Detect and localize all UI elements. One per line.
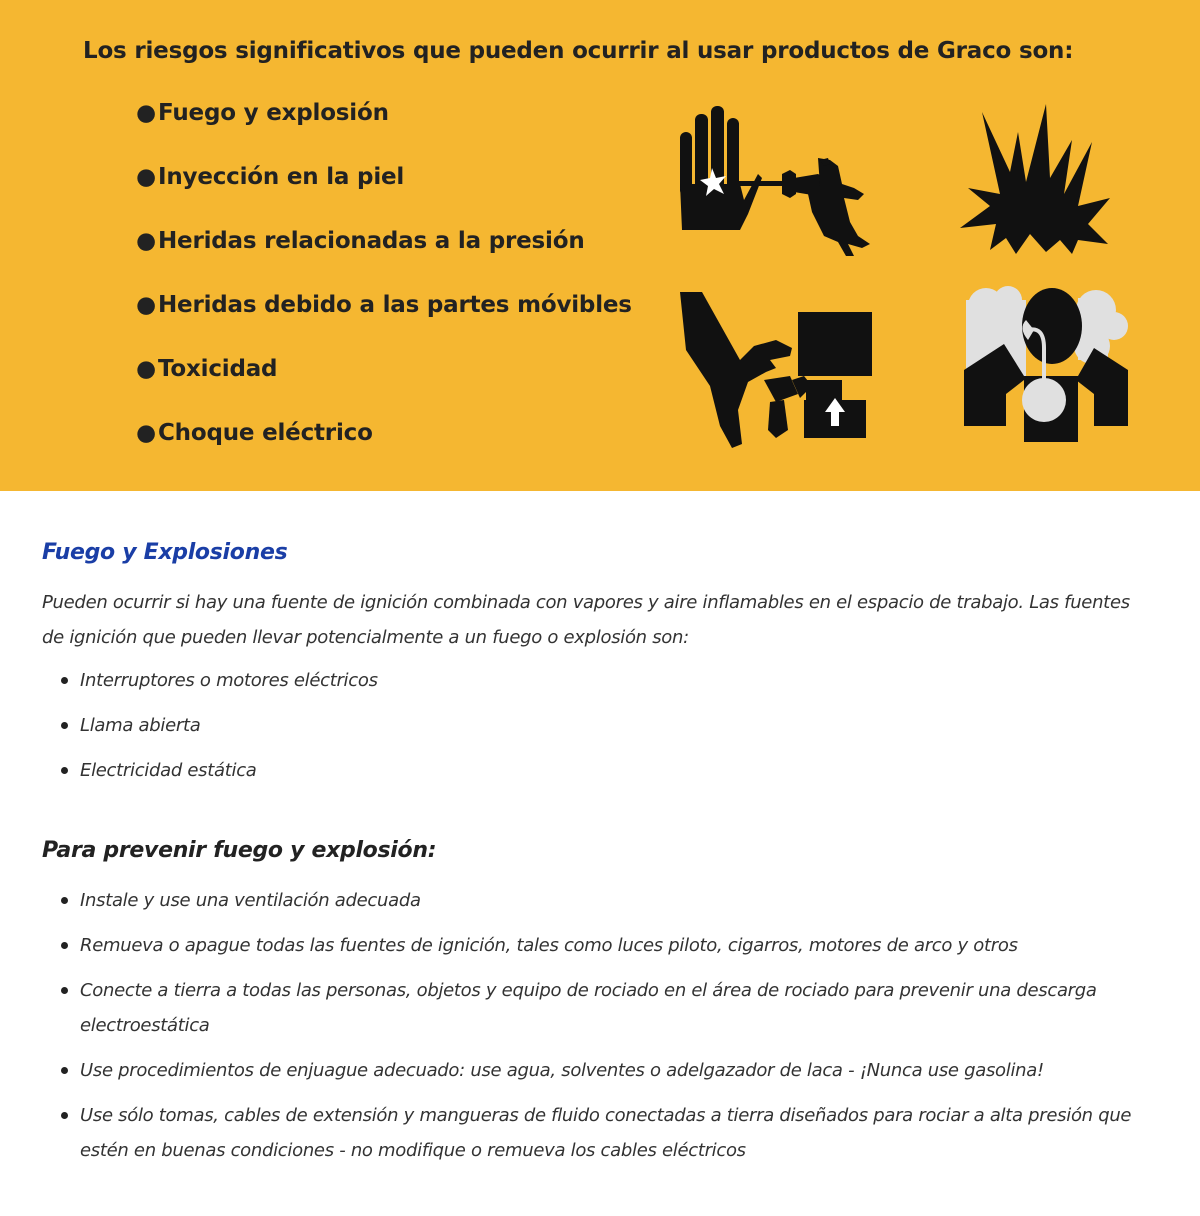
risk-item bbox=[136, 228, 632, 292]
bullet-icon: ● bbox=[136, 228, 156, 254]
list-item: Interruptores o motores eléctricos bbox=[80, 663, 1152, 698]
list-item: Instale y use una ventilación adecuada bbox=[80, 883, 1152, 918]
risk-label: Toxicidad bbox=[158, 356, 278, 382]
prevention-list bbox=[42, 883, 1152, 1168]
risk-item bbox=[136, 356, 632, 420]
bullet-icon: ● bbox=[136, 356, 156, 382]
bullet-icon: ● bbox=[136, 292, 156, 318]
bullet-icon: ● bbox=[136, 420, 156, 446]
list-item: Use procedimientos de enjuague adecuado: use agua, solventes o adelgazador de laca - ¡Nunca use gasolina! bbox=[80, 1053, 1152, 1088]
risk-item bbox=[136, 164, 632, 228]
list-item: Conecte a tierra a todas las personas, objetos y equipo de rociado en el área de rociado para prevenir una descarga electroestática bbox=[80, 973, 1152, 1043]
risk-item bbox=[136, 420, 632, 484]
moving-parts-icon bbox=[680, 290, 874, 450]
content bbox=[42, 540, 1152, 1178]
risk-item bbox=[136, 100, 632, 164]
banner-title: Los riesgos significativos que pueden ocurrir al usar productos de Graco son: bbox=[83, 38, 1074, 64]
bullet-icon: ● bbox=[136, 164, 156, 190]
skin-injection-icon bbox=[678, 104, 876, 258]
risk-label: Heridas relacionadas a la presión bbox=[158, 228, 585, 254]
ignition-sources-list bbox=[42, 663, 1152, 788]
risk-list bbox=[136, 100, 632, 484]
risk-label: Heridas debido a las partes móvibles bbox=[158, 292, 632, 318]
list-item: Llama abierta bbox=[80, 708, 1152, 743]
explosion-icon bbox=[960, 102, 1112, 258]
list-item: Remueva o apague todas las fuentes de ignición, tales como luces piloto, cigarros, motores de arco y otros bbox=[80, 928, 1152, 963]
prevention-title: Para prevenir fuego y explosión: bbox=[42, 838, 437, 863]
bullet-icon: ● bbox=[136, 100, 156, 126]
risk-label: Inyección en la piel bbox=[158, 164, 405, 190]
risk-label: Fuego y explosión bbox=[158, 100, 389, 126]
list-item: Use sólo tomas, cables de extensión y mangueras de fluido conectadas a tierra diseñados para rociar a alta presión que estén en buenas condiciones - no modifique o remueva los cables eléctricos bbox=[80, 1098, 1152, 1168]
fire-section-intro: Pueden ocurrir si hay una fuente de ignición combinada con vapores y aire inflamables en el espacio de trabajo. Las fuentes de ignición que pueden llevar potencialmente a un fuego o explosión son: bbox=[42, 592, 1130, 648]
fire-section-title: Fuego y Explosiones bbox=[42, 540, 288, 565]
list-item: Electricidad estática bbox=[80, 753, 1152, 788]
toxic-fumes-icon bbox=[964, 286, 1130, 442]
risk-label: Choque eléctrico bbox=[158, 420, 373, 446]
hazard-banner bbox=[0, 0, 1200, 491]
risk-item bbox=[136, 292, 632, 356]
